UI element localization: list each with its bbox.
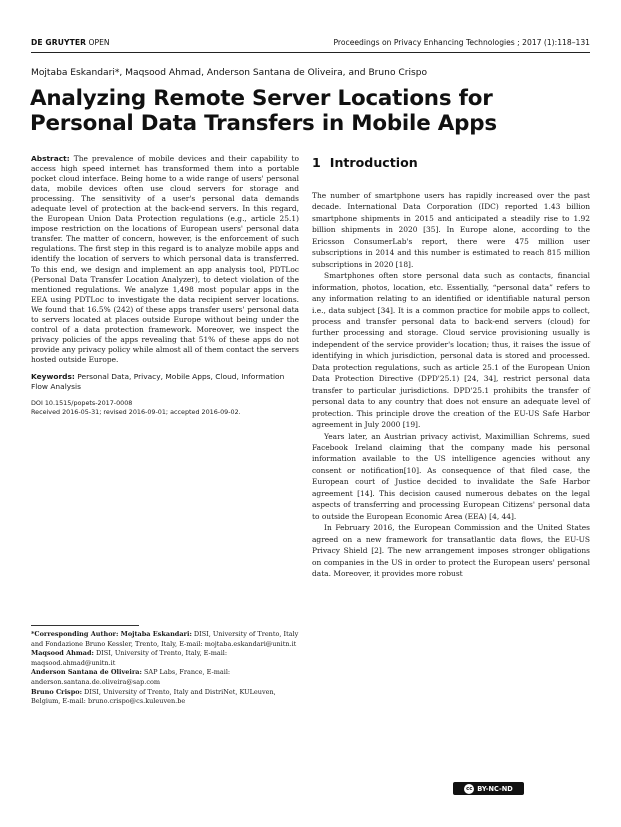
keywords-label: Keywords:: [31, 371, 75, 381]
body-paragraph: In February 2016, the European Commission and the United States agreed on a new framework for transatlantic data flows, the EU-US Privacy Shield [2]. The new arrangement imposes stronger obligations on companies in the US in order to protect the European users' personal data. Moreover, it provides more robust: [312, 523, 590, 578]
author-list: Mojtaba Eskandari*, Maqsood Ahmad, Anderson Santana de Oliveira, and Bruno Crispo: [31, 68, 428, 78]
title-line-2: Personal Data Transfers in Mobile Apps: [30, 111, 497, 136]
running-header: [31, 38, 590, 50]
license-label: BY-NC-ND: [477, 784, 513, 793]
footnote-item: *Corresponding Author: Mojtaba Eskandari: DISI, University of Trento, Italy and Fondazione Bruno Kessler, Trento, Italy, E-mail: mojtaba.eskandari@unitn.it: [31, 630, 299, 648]
doi-info: [31, 399, 299, 417]
abstract-text: The prevalence of mobile devices and their capability to access high speed internet has transformed them into a portable pocket cloud interface. Being home to a wide range of users' personal data, mobile devices often use cloud servers for storage and processing. The sensitivity of a user's personal data demands adequate level of protection at the back-end servers. In this regard, the European Union Data Protection regulations (e.g., article 25.1) impose restriction on the locations of European users' personal data transfer. The matter of concern, however, is the enforcement of such regulations. The first step in this regard is to analyze mobile apps and identify the location of servers to which personal data is transferred. To this end, we design and implement an app analysis tool, PDTLoc (Personal Data Transfer Location Analyzer), to detect violation of the mentioned regulations. We analyze 1,498 most popular apps in the EEA using PDTLoc to investigate the data recipient server locations. We found that 16.5% (242) of these apps transfer users' personal data to servers located at places outside Europe without being under the control of a data protection framework. Moreover, we inspect the privacy policies of the apps revealing that 51% of these apps do not provide any privacy policy while almost all of them contact the servers hosted outside Europe.: [31, 154, 299, 364]
journal-citation: Proceedings on Privacy Enhancing Technologies ; 2017 (1):118–131: [333, 38, 590, 47]
publisher-name: DE GRUYTER OPEN: [31, 38, 110, 47]
keywords: [31, 372, 299, 392]
body-paragraph: Years later, an Austrian privacy activist, Maximillian Schrems, sued Facebook Ireland claiming that the company made his personal information available to the US intelligence agencies without any consent or notification[10]. As consequence of that filed case, the European court of Justice decided to invalidate the Safe Harbor agreement [14]. This decision caused numerous debates on the legal aspects of transferring and processing European Citizens' personal data to outside the European Economic Area (EEA) [4, 44].: [312, 431, 590, 521]
section-number: 1: [312, 155, 321, 170]
body-paragraph: Smartphones often store personal data such as contacts, financial information, photos, location, etc. Essentially, “personal data” refers to any information relating to an identified or identifiable natural person i.e., data subject [34]. It is a common practice for mobile apps to collect, process and transfer personal data to back-end servers (cloud) for further processing and storage. Cloud service provisioning usually is independent of the service provider's location; thus, it raises the issue of identifying in which jurisdiction, personal data is stored and processed. Data protection regulations, such as article 25.1 of the European Union Data Protection Directive (DPD'25.1) [24, 34], restrict personal data transfer to particular jurisdictions. DPD'25.1 prohibits the transfer of personal data to any country that does not ensure an adequate level of protection. This principle drove the creation of the EU-US Safe Harbor agreement in July 2000 [19].: [312, 271, 590, 430]
abstract-label: Abstract:: [31, 154, 70, 163]
footnote-item: Maqsood Ahmad: DISI, University of Trento, Italy, E-mail: maqsood.ahmad@unitn.it: [31, 649, 228, 667]
left-column: [31, 154, 299, 417]
footnote-item: Anderson Santana de Oliveira: SAP Labs, France, E-mail: anderson.santana.de.oliveira@sap.com: [31, 668, 231, 686]
section-title: Introduction: [329, 155, 418, 170]
body-paragraph: The number of smartphone users has rapidly increased over the past decade. International Data Corporation (IDC) reported 1.43 billion smartphone shipments in 2015 and anticipated a steadily rise to 1.92 billion shipments in 2020 [35]. In Europe alone, according to the Ericsson ConsumerLab's report, there were 475 million user subscriptions in 2014 and this number is estimated to reach 815 million subscriptions in 2020 [18].: [312, 191, 590, 269]
author-footnotes: [31, 630, 299, 707]
cc-icon: cc: [466, 785, 473, 792]
license-badge[interactable]: [453, 782, 524, 795]
keywords-text: Personal Data, Privacy, Mobile Apps, Cloud, Information Flow Analysis: [31, 371, 285, 392]
abstract: [31, 154, 299, 365]
footnote-item: Bruno Crispo: DISI, University of Trento, Italy and DistriNet, KULeuven, Belgium, E-mail: bruno.crispo@cs.kuleuven.be: [31, 687, 276, 706]
title-line-1: Analyzing Remote Server Locations for: [30, 86, 493, 111]
received-dates: Received 2016-05-31; revised 2016-09-01; accepted 2016-09-02.: [31, 408, 241, 417]
header-rule: [31, 52, 590, 53]
right-column: [312, 154, 590, 579]
footnote-rule: [31, 625, 139, 626]
section-body: [312, 190, 590, 579]
paper-title: [30, 86, 590, 136]
doi-link[interactable]: DOI 10.1515/popets-2017-0008: [31, 399, 133, 408]
section-heading: [312, 155, 590, 170]
